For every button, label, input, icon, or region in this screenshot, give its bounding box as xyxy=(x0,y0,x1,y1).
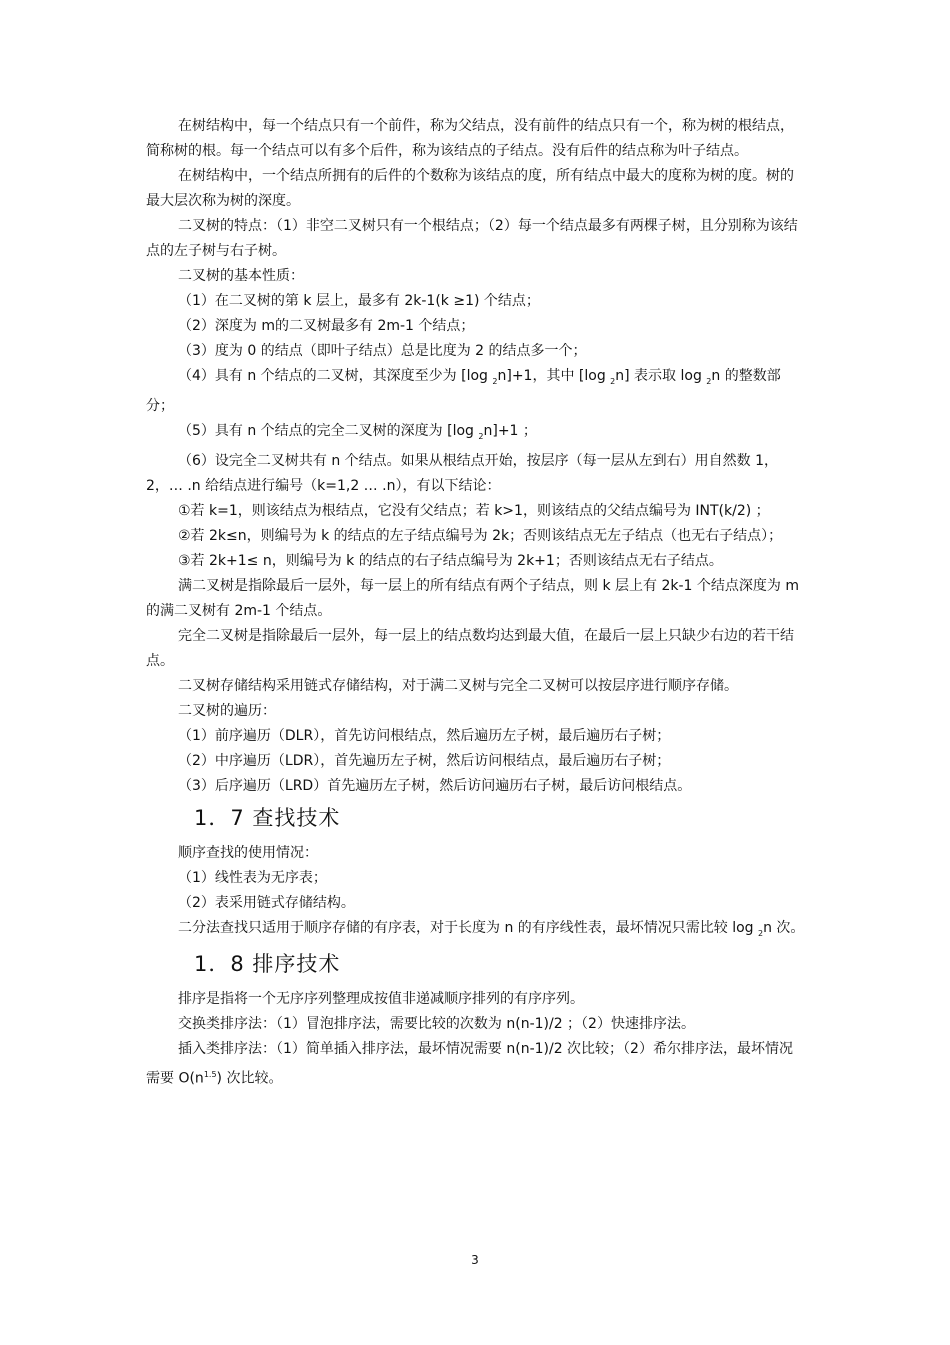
sort-definition: 排序是指将一个无序序列整理成按值非递减顺序排列的有序序列。 xyxy=(178,991,584,1008)
search-usage-2: （2）表采用链式存储结构。 xyxy=(178,894,355,911)
paragraph-binary-search xyxy=(146,916,806,946)
property-4-text-c: n] 表示取 log xyxy=(615,368,707,384)
conclusion-2: ②若 2k≤n，则编号为 k 的结点的左子结点编号为 2k；否则该结点无左子结点（也无右子结点）； xyxy=(178,527,783,544)
property-4 xyxy=(146,364,806,419)
traversal-postorder: （3）后序遍历（LRD）首先遍历左子树，然后访问遍历右子树，最后访问根结点。 xyxy=(178,777,692,794)
property-4-text-d: n 的整数部分； xyxy=(146,368,781,414)
property-4-text-a: （4）具有 n 个结点的二叉树，其深度至少为 [log xyxy=(178,368,493,384)
property-3: （3）度为 0 的结点（即叶子结点）总是比度为 2 的结点多一个； xyxy=(178,343,587,359)
paragraph-degree: 在树结构中，一个结点所拥有的后件的个数称为该结点的度，所有结点中最大的度称为树的度。树的最大层次称为树的深度。 xyxy=(146,168,794,209)
sort-exchange: 交换类排序法：（1）冒泡排序法，需要比较的次数为 n(n-1)/2 ；（2）快速排序法。 xyxy=(178,1016,695,1033)
conclusion-3: ③若 2k+1≤ n，则编号为 k 的结点的右子结点编号为 2k+1；否则该结点无右子结点。 xyxy=(178,552,723,569)
section-heading-search: 1．7 查找技术 xyxy=(194,805,341,830)
conclusion-1: ①若 k=1，则该结点为根结点，它没有父结点；若 k>1，则该结点的父结点编号为 INT(k/2) ； xyxy=(178,502,770,519)
traversal-preorder: （1）前序遍历（DLR），首先访问根结点，然后遍历左子树，最后遍历右子树； xyxy=(178,727,671,744)
binary-search-text-a: 二分法查找只适用于顺序存储的有序表，对于长度为 n 的有序线性表，最坏情况只需比较 log xyxy=(178,919,759,936)
property-5-sub: 2 xyxy=(478,431,484,441)
property-5-text-a: （5）具有 n 个结点的完全二叉树的深度为 [log xyxy=(178,422,479,439)
sort-insertion-sup: 1.5 xyxy=(203,1070,217,1080)
search-usage-1: （1）线性表为无序表； xyxy=(178,869,327,886)
property-4-sub-c: 2 xyxy=(706,376,712,386)
property-2: （2）深度为 m的二叉树最多有 2m-1 个结点； xyxy=(178,318,475,334)
paragraph-tree-structure: 在树结构中，每一个结点只有一个前件，称为父结点，没有前件的结点只有一个，称为树的根结点，简称树的根。每一个结点可以有多个后件，称为该结点的子结点。没有后件的结点称为叶子结点。 xyxy=(146,118,794,159)
property-1: （1）在二叉树的第 k 层上，最多有 2k-1(k ≥1) 个结点； xyxy=(178,293,540,309)
binary-search-text-b: n 次。 xyxy=(763,919,805,936)
search-usage-title: 顺序查找的使用情况： xyxy=(178,844,318,861)
paragraph-complete-binary-tree: 完全二叉树是指除最后一层外，每一层上的结点数均达到最大值，在最后一层上只缺少右边的若干结点。 xyxy=(146,627,794,669)
property-4-sub-a: 2 xyxy=(492,376,498,386)
paragraph-full-binary-tree: 满二叉树是指除最后一层外，每一层上的所有结点有两个子结点，则 k 层上有 2k-1 个结点深度为 m的满二叉树有 2m-1 个结点。 xyxy=(146,577,799,619)
sort-insertion-text-b: ) 次比较。 xyxy=(216,1071,283,1088)
binary-search-sub: 2 xyxy=(758,928,764,938)
property-5 xyxy=(146,419,806,449)
page-number: 3 xyxy=(471,1253,479,1267)
property-6: （6）设完全二叉树共有 n 个结点。如果从根结点开始，按层序（每一层从左到右）用自然数 1，2，… .n 给结点进行编号（k=1,2 … .n），有以下结论： xyxy=(146,452,779,494)
sort-insertion xyxy=(146,1037,806,1092)
paragraph-properties-title: 二叉树的基本性质： xyxy=(178,268,304,284)
paragraph-traversal-title: 二叉树的遍历： xyxy=(178,702,276,719)
sort-insertion-text-a: 插入类排序法：（1）简单插入排序法，最坏情况需要 n(n-1)/2 次比较；（2）希尔排序法，最坏情况需要 O(n xyxy=(146,1041,793,1088)
traversal-inorder: （2）中序遍历（LDR），首先遍历左子树，然后访问根结点，最后遍历右子树； xyxy=(178,752,671,769)
section-heading-sort: 1．8 排序技术 xyxy=(194,952,341,977)
property-4-text-b: n]+1，其中 [log xyxy=(497,368,611,384)
paragraph-storage: 二叉树存储结构采用链式存储结构，对于满二叉树与完全二叉树可以按层序进行顺序存储。 xyxy=(178,677,738,694)
paragraph-binary-tree-features: 二叉树的特点：（1）非空二叉树只有一个根结点；（2）每一个结点最多有两棵子树，且分别称为该结点的左子树与右子树。 xyxy=(146,218,798,259)
property-5-text-b: n]+1 ； xyxy=(483,422,537,439)
property-4-sub-b: 2 xyxy=(610,376,616,386)
page-content xyxy=(146,114,806,1092)
